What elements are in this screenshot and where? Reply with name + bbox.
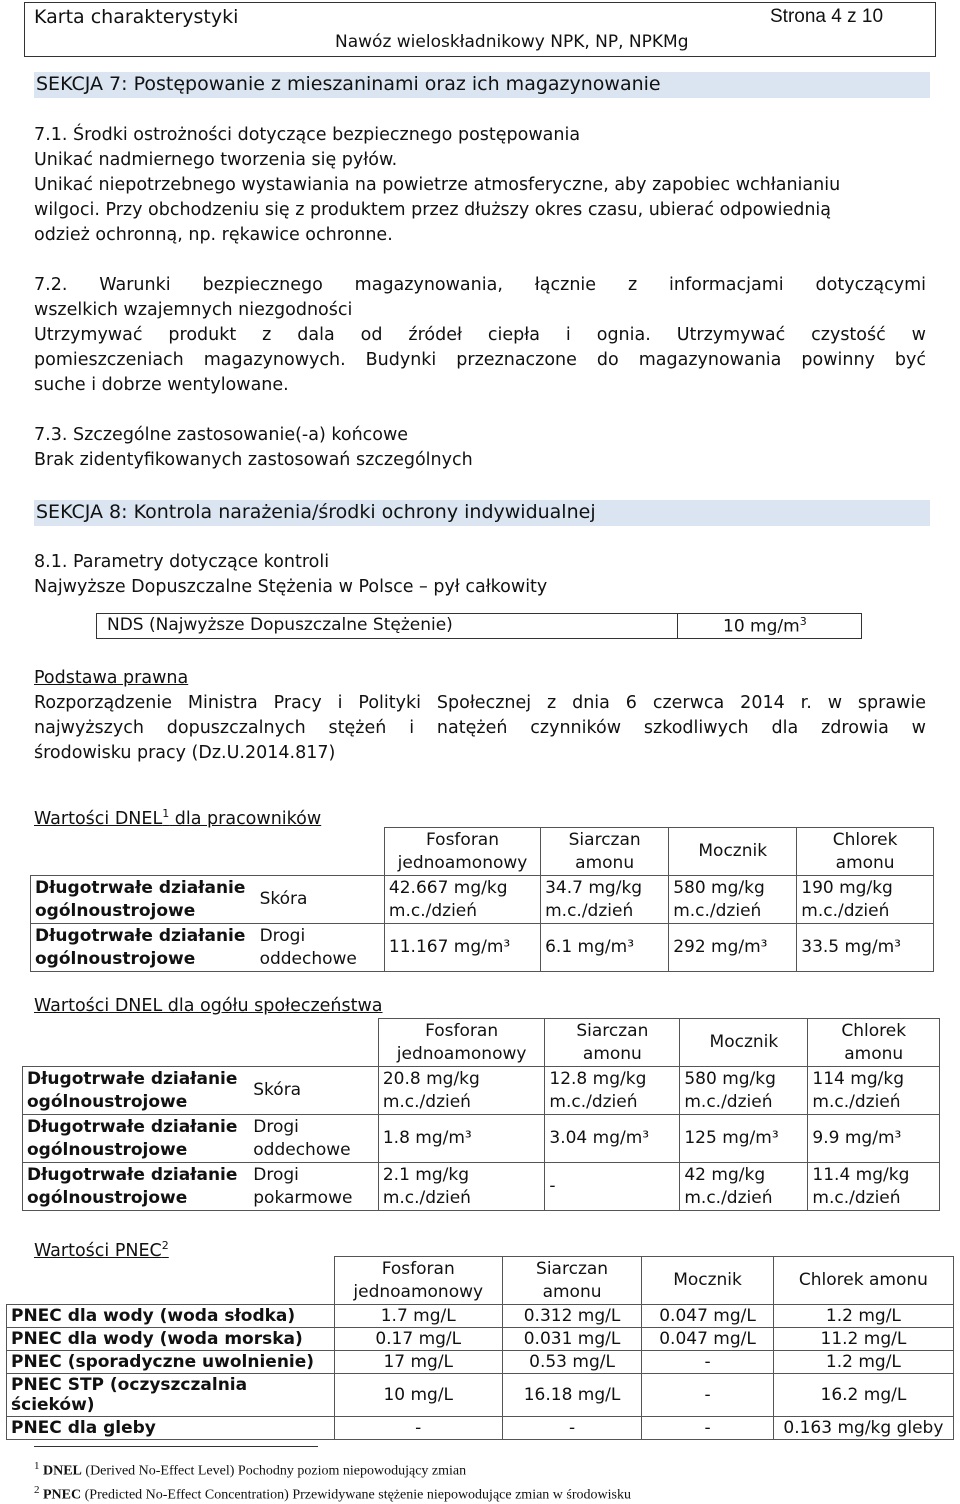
paragraph-line: suche i dobrze wentylowane. [34,375,289,395]
dnel-public-table [22,1018,940,1211]
subsection-7-3-title: 7.3. Szczególne zastosowanie(-a) końcowe [34,425,409,445]
column-header: Chlorek amonu [773,1257,953,1305]
effect-cell: Długotrwałe działanie ogólnoustrojowe [23,1067,250,1115]
footnote-1: $^1$ DNEL (Derived No-Effect Level) Pochodny poziom niepowodujący zmian [34,1460,467,1479]
value-cell: 0.163 mg/kg gleby [773,1417,953,1440]
empty-cell [256,828,385,876]
route-cell: Skóra [249,1067,378,1115]
value-cell: 1.8 mg/m³ [378,1115,545,1163]
value-cell: 580 mg/kg m.c./dzień [669,876,797,924]
section-8-heading: SEKCJA 8: Kontrola narażenia/środki ochrony indywidualnej [34,500,930,526]
value-cell: 0.031 mg/L [502,1328,641,1351]
column-header: Siarczan amonu [502,1257,641,1305]
table-header-row [31,828,934,876]
table-row [7,1351,954,1374]
nds-value: 10 $mg/m^3$ [723,615,807,637]
legal-basis-line: najwyższych dopuszczalnych stężeń i natężeń czynników szkodliwych dla zdrowia w [34,718,926,738]
table-row [23,1115,940,1163]
column-header: Fosforan jednoamonowy [378,1019,545,1067]
pnec-label: PNEC dla wody (woda słodka) [7,1305,335,1328]
effect-cell: Długotrwałe działanie ogólnoustrojowe [23,1115,250,1163]
table-row [7,1328,954,1351]
pnec-label: PNEC (sporadyczne uwolnienie) [7,1351,335,1374]
legal-basis-line: Rozporządzenie Ministra Pracy i Polityki Społecznej z dnia 6 czerwca 2014 r. w sprawie [34,693,926,713]
value-cell: - [334,1417,502,1440]
column-header: Siarczan amonu [545,1019,680,1067]
section-7-heading: SEKCJA 7: Postępowanie z mieszaninami oraz ich magazynowanie [34,72,930,98]
value-cell: 190 mg/kg m.c./dzień [797,876,934,924]
empty-cell [249,1019,378,1067]
value-cell: 11.4 mg/kg m.c./dzień [808,1163,940,1211]
value-cell: 114 mg/kg m.c./dzień [808,1067,940,1115]
document-title: Karta charakterystyki [34,6,239,28]
footnote-separator [34,1446,318,1447]
column-header: Fosforan jednoamonowy [334,1257,502,1305]
paragraph-line: wilgoci. Przy obchodzeniu się z produktem przez dłuższy okres czasu, ubierać odpowiednią [34,200,832,220]
value-cell: - [545,1163,680,1211]
dnel-workers-title: Wartości DNEL$^1$ dla pracowników [34,807,322,829]
effect-cell: Długotrwałe działanie ogólnoustrojowe [23,1163,250,1211]
table-row [23,1067,940,1115]
effect-cell: Długotrwałe działanie ogólnoustrojowe [31,876,256,924]
legal-basis-title: Podstawa prawna [34,668,189,688]
value-cell: 0.047 mg/L [642,1328,774,1351]
product-name: Nawóz wieloskładnikowy NPK, NP, NPKMg [335,32,689,52]
value-cell: 125 mg/m³ [680,1115,808,1163]
paragraph-line: Unikać niepotrzebnego wystawiania na powietrze atmosferyczne, aby zapobiec wchłanianiu [34,175,841,195]
value-cell: 2.1 mg/kg m.c./dzień [378,1163,545,1211]
value-cell: - [642,1351,774,1374]
value-cell: 0.312 mg/L [502,1305,641,1328]
paragraph-line: pomieszczeniach magazynowych. Budynki przeznaczone do magazynowania powinny być [34,350,926,370]
value-cell: 3.04 mg/m³ [545,1115,680,1163]
value-cell: 20.8 mg/kg m.c./dzień [378,1067,545,1115]
value-cell: 1.2 mg/L [773,1351,953,1374]
page-number: Strona 4 z 10 [770,6,884,27]
table-row [31,876,934,924]
dnel-public-title: Wartości DNEL dla ogółu społeczeństwa [34,996,383,1016]
pnec-label: PNEC STP (oczyszczalnia ścieków) [7,1374,335,1417]
empty-cell [23,1019,250,1067]
legal-basis-line: środowisku pracy (Dz.U.2014.817) [34,743,336,763]
empty-cell [31,828,256,876]
value-cell: 292 mg/m³ [669,924,797,972]
value-cell: 0.17 mg/L [334,1328,502,1351]
column-header: Mocznik [680,1019,808,1067]
column-header: Chlorek amonu [797,828,934,876]
value-cell: 17 mg/L [334,1351,502,1374]
pnec-table [6,1256,954,1440]
value-cell: 34.7 mg/kg m.c./dzień [541,876,669,924]
value-cell: 10 mg/L [334,1374,502,1417]
column-header: Mocznik [642,1257,774,1305]
table-row [31,924,934,972]
column-header: Chlorek amonu [808,1019,940,1067]
value-cell: 11.167 mg/m³ [384,924,540,972]
table-header-row [7,1257,954,1305]
value-cell: 1.2 mg/L [773,1305,953,1328]
value-cell: - [502,1417,641,1440]
value-cell: 33.5 mg/m³ [797,924,934,972]
value-cell: 42.667 mg/kg m.c./dzień [384,876,540,924]
effect-cell: Długotrwałe działanie ogólnoustrojowe [31,924,256,972]
table-row [23,1163,940,1211]
table-row [7,1305,954,1328]
subsection-7-2-title-cont: wszelkich wzajemnych niezgodności [34,300,353,320]
table-divider [677,614,678,638]
nds-label: NDS (Najwyższe Dopuszczalne Stężenie) [107,615,453,635]
column-header: Fosforan jednoamonowy [384,828,540,876]
pnec-title: Wartości PNEC$^2$ [34,1239,169,1261]
footnote-2: $^2$ PNEC (Predicted No-Effect Concentration) Przewidywane stężenie niepowodujące zmian w środowisku [34,1484,631,1503]
value-cell: 11.2 mg/L [773,1328,953,1351]
paragraph-line: Unikać nadmiernego tworzenia się pyłów. [34,150,398,170]
value-cell: 580 mg/kg m.c./dzień [680,1067,808,1115]
value-cell: 0.047 mg/L [642,1305,774,1328]
nds-title: Najwyższe Dopuszczalne Stężenia w Polsce – pył całkowity [34,577,548,597]
value-cell: 0.53 mg/L [502,1351,641,1374]
route-cell: Drogi pokarmowe [249,1163,378,1211]
route-cell: Drogi oddechowe [249,1115,378,1163]
route-cell: Skóra [256,876,385,924]
empty-cell [7,1257,335,1305]
value-cell: 42 mg/kg m.c./dzień [680,1163,808,1211]
route-cell: Drogi oddechowe [256,924,385,972]
value-cell: - [642,1374,774,1417]
table-header-row [23,1019,940,1067]
paragraph-line: Brak zidentyfikowanych zastosowań szczególnych [34,450,473,470]
subsection-8-1-title: 8.1. Parametry dotyczące kontroli [34,552,330,572]
dnel-workers-table [30,827,934,972]
column-header: Mocznik [669,828,797,876]
value-cell: 12.8 mg/kg m.c./dzień [545,1067,680,1115]
pnec-label: PNEC dla gleby [7,1417,335,1440]
subsection-7-1-title: 7.1. Środki ostrożności dotyczące bezpiecznego postępowania [34,125,581,145]
value-cell: 16.2 mg/L [773,1374,953,1417]
table-row [7,1374,954,1417]
paragraph-line: Utrzymywać produkt z dala od źródeł ciepła i ognia. Utrzymywać czystość w [34,325,926,345]
column-header: Siarczan amonu [541,828,669,876]
subsection-7-2-title: 7.2. Warunki bezpiecznego magazynowania, łącznie z informacjami dotyczącymi [34,275,926,295]
value-cell: 16.18 mg/L [502,1374,641,1417]
pnec-label: PNEC dla wody (woda morska) [7,1328,335,1351]
value-cell: - [642,1417,774,1440]
value-cell: 6.1 mg/m³ [541,924,669,972]
paragraph-line: odzież ochronną, np. rękawice ochronne. [34,225,393,245]
value-cell: 9.9 mg/m³ [808,1115,940,1163]
table-row [7,1417,954,1440]
value-cell: 1.7 mg/L [334,1305,502,1328]
nds-table [96,613,862,639]
